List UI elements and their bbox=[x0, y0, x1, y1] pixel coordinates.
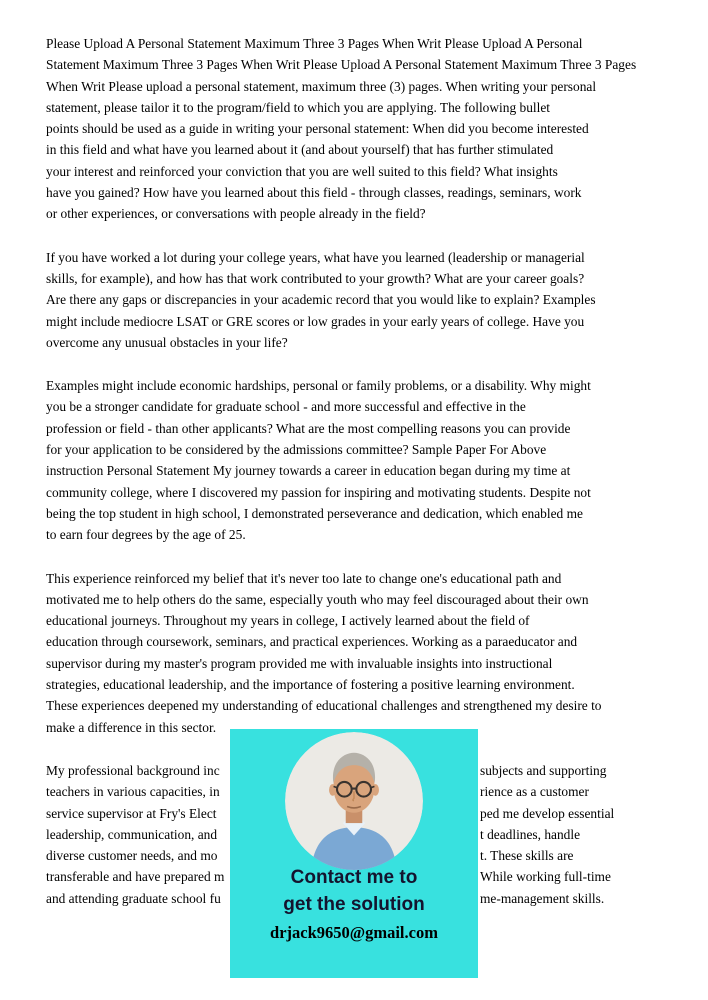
text-line: Are there any gaps or discrepancies in your academic record that you would like to explain? Examples bbox=[46, 292, 596, 308]
text-fragment-right: t. These skills are bbox=[480, 848, 574, 864]
text-line: supervisor during my master's program provided me with invaluable insights into instructional bbox=[46, 655, 553, 671]
text-fragment-right: subjects and supporting bbox=[480, 762, 607, 778]
text-line: This experience reinforced my belief that it's never too late to change one's educational path and bbox=[46, 570, 562, 586]
text-line: Examples might include economic hardships, personal or family problems, or a disability. Why might bbox=[46, 378, 591, 394]
text-fragment-right: me-management skills. bbox=[480, 890, 605, 906]
text-fragment-left: teachers in various capacities, in bbox=[46, 784, 220, 800]
text-fragment-left: leadership, communication, and bbox=[46, 826, 218, 842]
text-fragment-right: t deadlines, handle bbox=[480, 826, 581, 842]
text-line: in this field and what have you learned about it (and about yourself) that has further stimulated bbox=[46, 142, 554, 158]
text-line: community college, where I discovered my passion for inspiring and motivating students. Despite not bbox=[46, 484, 591, 500]
text-line: statement, please tailor it to the program/field to which you are applying. The following bullet bbox=[46, 99, 551, 115]
text-line: Statement Maximum Three 3 Pages When Writ Please Upload A Personal Statement Maximum Three 3 Pages bbox=[46, 57, 637, 73]
paragraph bbox=[46, 568, 696, 738]
text-line: might include mediocre LSAT or GRE scores or low grades in your early years of college. Have you bbox=[46, 313, 585, 329]
text-line: These experiences deepened my understanding of educational challenges and strengthened my desire to bbox=[46, 698, 602, 714]
portrait-photo-image bbox=[285, 732, 423, 870]
portrait-photo bbox=[285, 732, 423, 870]
text-fragment-right: ped me develop essential bbox=[480, 805, 615, 821]
text-line: Please Upload A Personal Statement Maximum Three 3 Pages When Writ Please Upload A Personal bbox=[46, 36, 583, 51]
text-line: your interest and reinforced your conviction that you are well suited to this field? What insights bbox=[46, 163, 558, 179]
text-fragment-left: and attending graduate school fu bbox=[46, 890, 221, 906]
contact-heading bbox=[283, 864, 424, 918]
text-line: When Writ Please upload a personal statement, maximum three (3) pages. When writing your personal bbox=[46, 78, 597, 94]
text-line: If you have worked a lot during your college years, what have you learned (leadership or managerial bbox=[46, 249, 585, 265]
text-line: motivated me to help others do the same, especially youth who may feel discouraged about their own bbox=[46, 591, 589, 607]
text-line: educational journeys. Throughout my years in college, I actively learned about the field of bbox=[46, 613, 530, 629]
paragraph bbox=[46, 375, 696, 545]
text-line: instruction Personal Statement My journey towards a career in education began during my time at bbox=[46, 463, 571, 479]
text-fragment-left: service supervisor at Fry's Elect bbox=[46, 805, 217, 821]
text-line: strategies, educational leadership, and the importance of fostering a positive learning environment. bbox=[46, 677, 575, 693]
text-fragment-left: My professional background inc bbox=[46, 762, 220, 778]
text-fragment-right: While working full-time bbox=[480, 869, 611, 885]
text-line: you be a stronger candidate for graduate school - and more successful and effective in the bbox=[46, 399, 526, 415]
text-line: to earn four degrees by the age of 25. bbox=[46, 527, 246, 543]
contact-email: drjack9650@gmail.com bbox=[270, 923, 438, 942]
text-fragment-right: rience as a customer bbox=[480, 784, 589, 800]
text-line: skills, for example), and how has that work contributed to your growth? What are your career goals? bbox=[46, 270, 585, 286]
contact-heading-line1: Contact me to bbox=[290, 867, 418, 888]
paragraph bbox=[46, 33, 696, 225]
text-line: have you gained? How have you learned about this field - through classes, readings, seminars, work bbox=[46, 185, 582, 201]
contact-heading-line2: get the solution bbox=[283, 894, 425, 915]
text-fragment-left: diverse customer needs, and mo bbox=[46, 848, 218, 864]
text-line: being the top student in high school, I demonstrated perseverance and dedication, which enabled me bbox=[46, 505, 583, 521]
contact-overlay bbox=[230, 729, 478, 978]
text-line: profession or field - than other applicants? What are the most compelling reasons you can provide bbox=[46, 420, 571, 436]
text-line: make a difference in this sector. bbox=[46, 719, 217, 735]
text-line: education through coursework, seminars, and practical experiences. Working as a paraeducator and bbox=[46, 634, 578, 650]
paragraph bbox=[46, 247, 696, 353]
text-line: points should be used as a guide in writing your personal statement: When did you become interested bbox=[46, 121, 589, 137]
text-line: for your application to be considered by the admissions committee? Sample Paper For Above bbox=[46, 442, 547, 458]
text-line: overcome any unusual obstacles in your life? bbox=[46, 334, 288, 350]
text-fragment-left: transferable and have prepared m bbox=[46, 869, 225, 885]
text-line: or other experiences, or conversations with people already in the field? bbox=[46, 206, 426, 222]
